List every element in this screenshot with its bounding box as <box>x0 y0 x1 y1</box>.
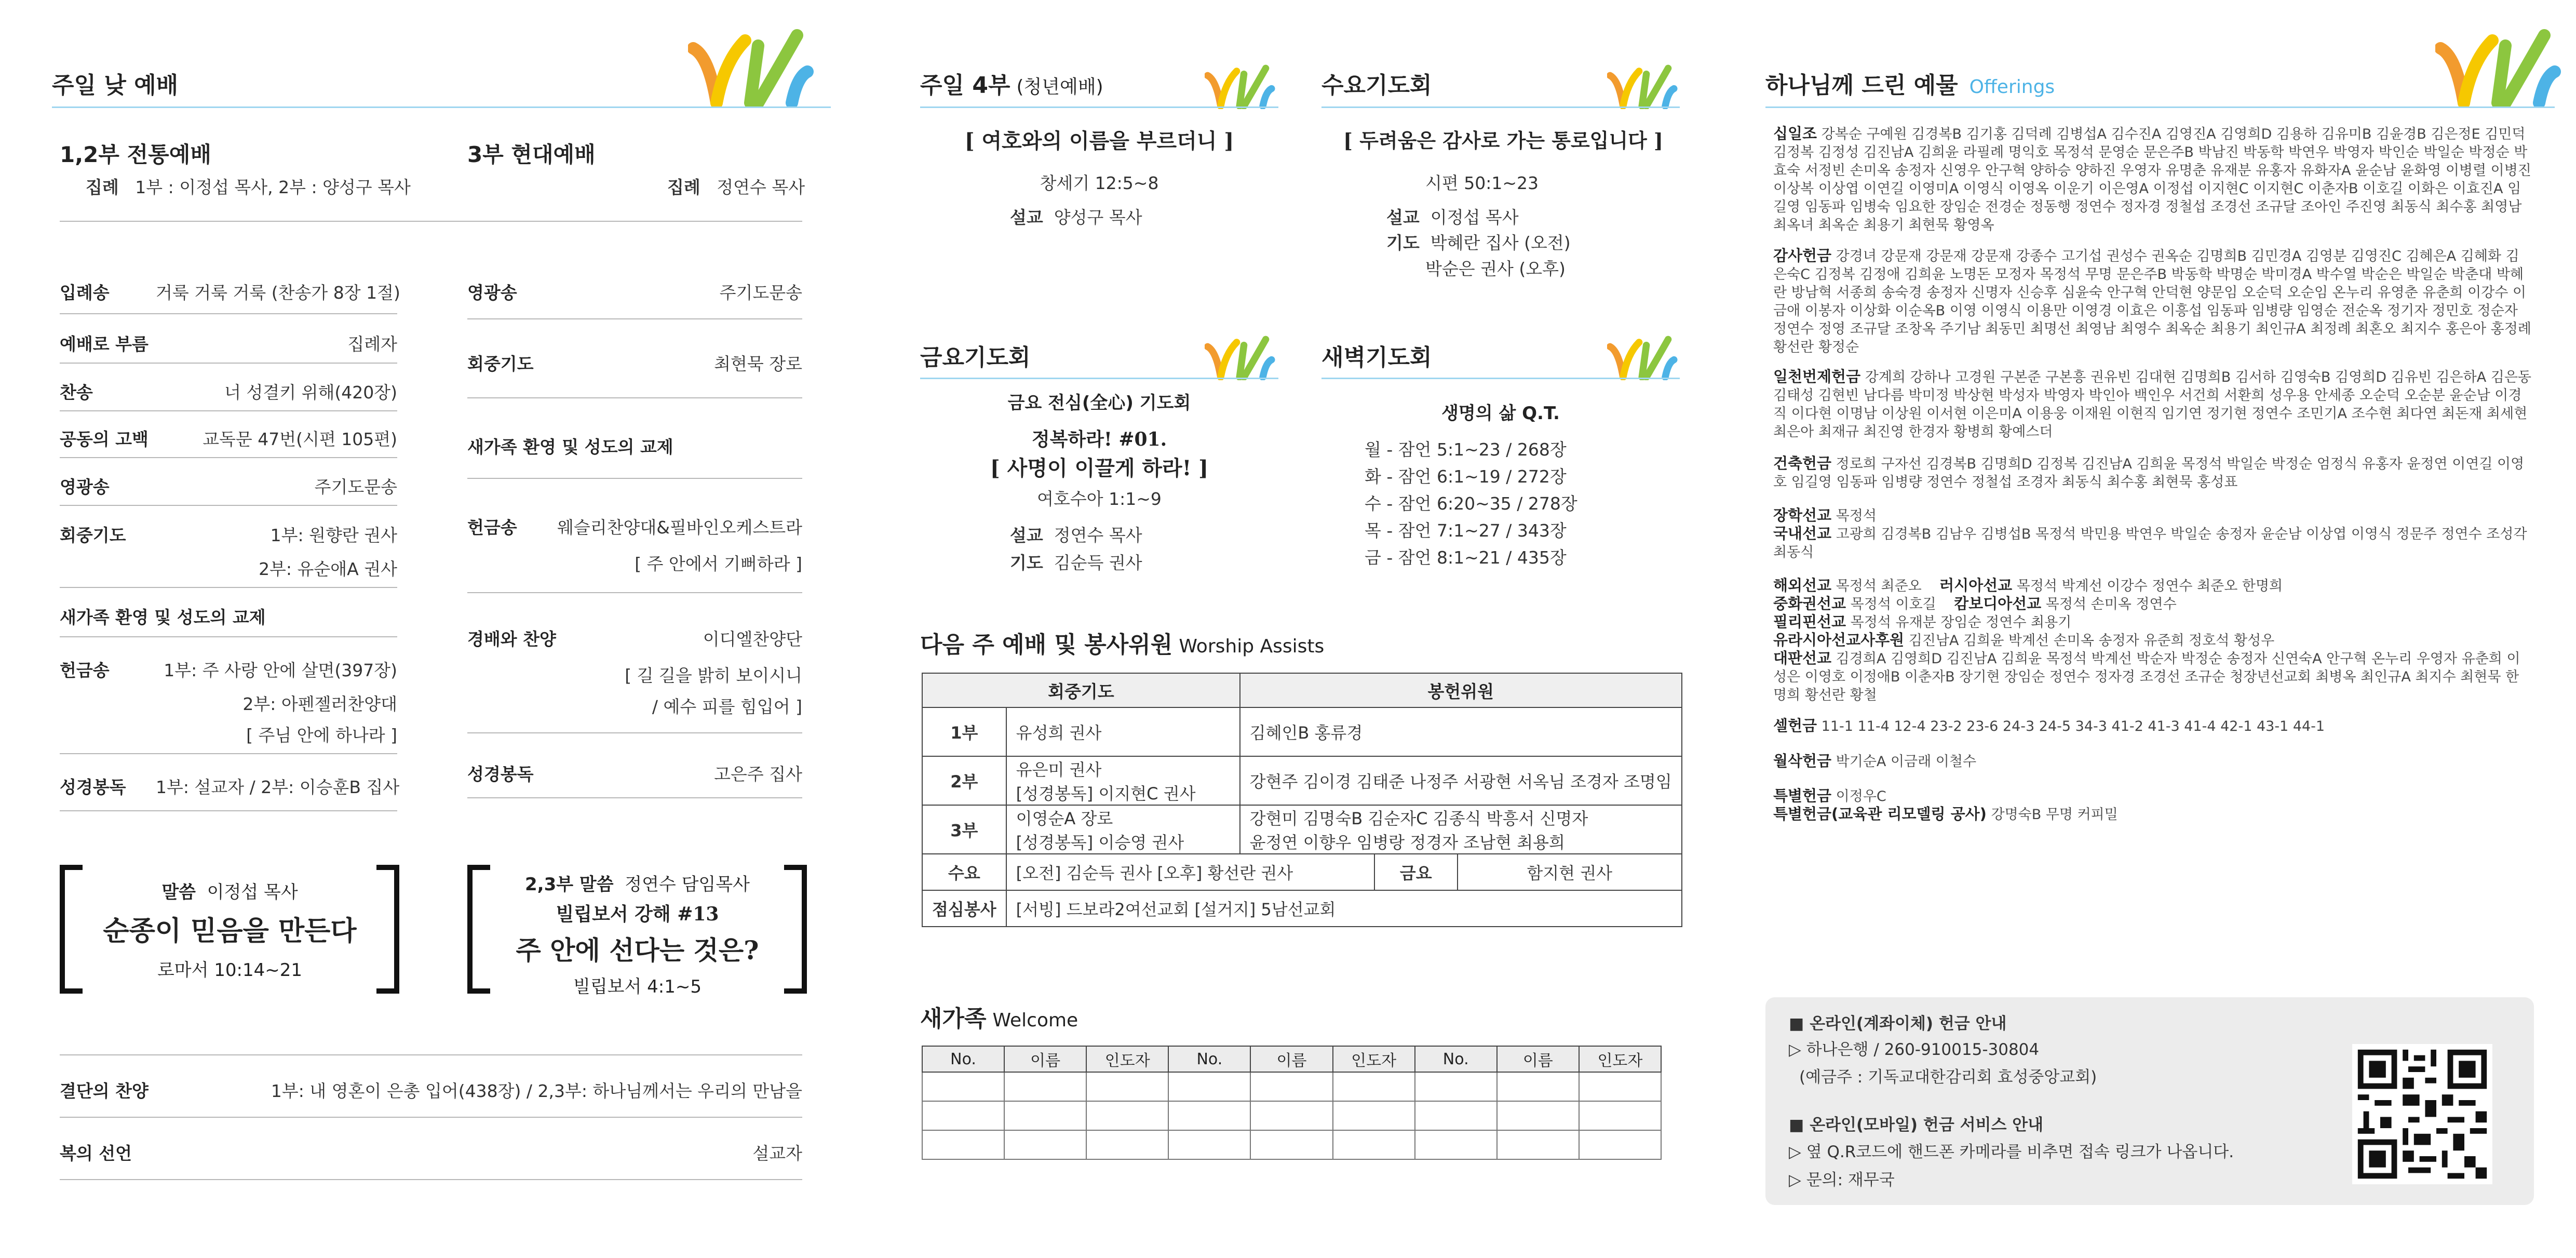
offering-special-2 <box>1773 805 2531 824</box>
welcome-header: 이름 <box>1497 1046 1579 1072</box>
assist-header: 봉헌위원 <box>1240 673 1682 707</box>
order-value: 고은주 집사 <box>714 764 802 784</box>
wed-theme: [ 두려움은 감사로 가는 통로입니다 ] <box>1343 129 1664 152</box>
welcome-header: No. <box>1415 1046 1497 1072</box>
offering-names: 목정석 박계선 이강수 정연수 최준오 한명희 <box>2016 578 2283 594</box>
assist-subtitle: Worship Assists <box>1179 636 1325 657</box>
offering-label: 감사헌금 <box>1773 247 1832 264</box>
assist-cell <box>1006 756 1240 805</box>
assist-cell <box>1240 805 1682 854</box>
bracket-left <box>467 865 490 994</box>
order-value-3: [ 주님 안에 하나라 ] <box>246 725 397 745</box>
order-value: 최현묵 장로 <box>714 354 802 374</box>
offering-label: 유라시아선교사후원 <box>1773 631 1905 649</box>
wed-verse: 시편 50:1~23 <box>1425 173 1539 193</box>
assist-line: 강현미 김명숙B 김순자C 김종식 박흥서 신명자 <box>1249 809 1588 828</box>
sermon2-preacher: 정연수 담임목사 <box>625 874 750 895</box>
offering-label: 특별헌금 <box>1773 787 1832 805</box>
church-logo-icon <box>2435 25 2565 108</box>
assist-cell: 2부 <box>922 756 1006 805</box>
fri-pray: 김순득 권사 <box>1054 553 1142 573</box>
offering-label: 건축헌금 <box>1773 454 1832 472</box>
offering-label: 캄보디아선교 <box>1954 595 2042 612</box>
offering-thanks <box>1773 247 2531 356</box>
offering-names: 11-1 11-4 12-4 23-2 23-6 24-3 24-5 34-3 41-2 41-3 41-4 42-1 43-1 44-1 <box>1821 718 2325 734</box>
offering-names: 정로희 구자선 김경복B 김명희D 김정복 김진남A 김희윤 목정석 박일순 박정순 엄정식 유홍자 윤정연 이연길 이영호 임길영 임동파 임병량 정연수 정철섭 조경자 최동식 최수홍 최현묵 홍성표 <box>1773 456 2525 490</box>
offering-names: 이정우C <box>1836 788 1886 805</box>
table-row <box>922 1072 1661 1101</box>
offering-names: 강계희 강하나 고경원 구본준 구본흥 권유빈 김대현 김명희B 김서하 김영숙B 김영희D 김유빈 김은하A 김은동 김태성 김현빈 남다름 박미정 박상현 박성자 박영자 박인아 백인우 서건희 서환희 성우용 안세종 오순덕 오순분 윤순남 이경직 이다현 이명남 이상원 이서현 이은미A 이용웅 이재원 이현직 임기연 정기현 정연수 조민기A 조수현 최다연 최돈재 최세현 최은아 최재규 최진영 한경자 황병희 황예스더 <box>1773 369 2532 440</box>
welcome-header: No. <box>1168 1046 1250 1072</box>
assist-cell: 유성희 권사 <box>1006 707 1240 756</box>
table-row <box>922 707 1682 756</box>
offering-names: 목정석 <box>1836 508 1877 524</box>
offering-label: 월삭헌금 <box>1773 752 1832 770</box>
order-label: 헌금송 <box>467 517 517 538</box>
order-label: 회중기도 <box>60 525 126 545</box>
offering-china <box>1773 595 2531 613</box>
order-label: 영광송 <box>467 283 517 303</box>
sunday-title: 주일 낮 예배 <box>52 72 179 99</box>
assist-cell: 3부 <box>922 805 1006 854</box>
fri-theme: [ 사명이 이끌게 하라! ] <box>990 456 1209 480</box>
offering-domestic <box>1773 525 2531 561</box>
fri-name: 금요 전심(全心) 기도회 <box>1007 393 1191 413</box>
assist-line: [성경봉독] 이지현C 권사 <box>1016 784 1196 804</box>
offering-names: 강명숙B 무명 커피밀 <box>1991 807 2118 823</box>
order-label: 회중기도 <box>467 354 534 374</box>
order-value-2: 2부: 유순애A 권사 <box>259 559 397 579</box>
assist-line: 이영순A 장로 <box>1016 809 1113 828</box>
youth-theme: [ 여호와의 이름을 부르더니 ] <box>964 129 1234 153</box>
wed-title: 수요기도회 <box>1321 72 1432 99</box>
assist-cell: 1부 <box>922 707 1006 756</box>
order-value: 너 성결키 위해(420장) <box>224 382 397 403</box>
offering-label: 십일조 <box>1773 125 1817 142</box>
order-label: 예배로 부름 <box>60 334 149 354</box>
dawn-row: 금 - 잠언 8:1~21 / 435장 <box>1365 547 1567 568</box>
youth-verse: 창세기 12:5~8 <box>1040 173 1159 193</box>
order-value: 이디엘찬양단 <box>703 629 802 649</box>
welcome-header: 이름 <box>1004 1046 1086 1072</box>
contact-info: ▷ 문의: 재무국 <box>1789 1171 1895 1189</box>
sermon2-series: 빌립보서 강해 #13 <box>556 903 719 925</box>
offering-label: 일천번제헌금 <box>1773 368 1861 385</box>
table-row <box>922 1101 1661 1130</box>
order-label: 새가족 환영 및 성도의 교제 <box>467 437 673 457</box>
sermon1-title: 순종이 믿음을 만든다 <box>103 916 357 947</box>
p3-leader: 정연수 목사 <box>717 177 805 197</box>
offering-label: 셀헌금 <box>1773 717 1817 734</box>
youth-preacher: 양성구 목사 <box>1054 207 1142 227</box>
order-value: 거룩 거룩 거룩 (찬송가 8장 1절) <box>156 283 400 303</box>
order-value: 웨슬리찬양대&필바인오케스트라 <box>557 517 802 538</box>
blessing-label: 복의 선언 <box>60 1143 132 1163</box>
p12-leader-label: 집례 <box>86 177 119 197</box>
wed-preach-label: 설교 <box>1386 207 1420 227</box>
bracket-left <box>60 865 83 994</box>
order-value-2: 2부: 아펜젤러찬양대 <box>242 694 397 714</box>
order-label: 성경봉독 <box>467 764 534 784</box>
assist-cell <box>1006 805 1240 854</box>
table-row <box>922 805 1682 854</box>
order-value: 1부: 주 사랑 안에 살면(397장) <box>164 660 397 680</box>
p3-title: 3부 현대예배 <box>467 142 596 167</box>
order-label: 공동의 고백 <box>60 429 149 449</box>
sermon1-preacher: 이정섭 목사 <box>207 882 298 903</box>
church-logo-icon <box>1205 333 1277 380</box>
church-logo-icon <box>688 25 818 108</box>
closing-label: 결단의 찬양 <box>60 1081 149 1101</box>
p12-leader: 1부 : 이정섭 목사, 2부 : 양성구 목사 <box>135 177 411 197</box>
offering-philippines <box>1773 613 2531 632</box>
table-row <box>922 1130 1661 1159</box>
offering-tithe <box>1773 125 2531 234</box>
youth-title: 주일 4부 <box>920 72 1010 99</box>
offering-scholarship <box>1773 506 2531 525</box>
offering-names: 목정석 손미옥 정연수 <box>2045 596 2177 612</box>
bracket-right <box>784 865 807 994</box>
sermon1-verse: 로마서 10:14~21 <box>157 960 303 981</box>
dawn-row: 월 - 잠언 5:1~23 / 268장 <box>1365 439 1567 460</box>
assist-cell: 강현주 김이경 김태준 나정주 서광현 서옥님 조경자 조명임 <box>1240 756 1682 805</box>
online-transfer-heading: ■ 온라인(계좌이체) 헌금 안내 <box>1789 1014 2007 1033</box>
offering-label: 국내선교 <box>1773 525 1832 542</box>
order-value-2: [ 주 안에서 기뻐하라 ] <box>635 554 802 574</box>
offering-subtitle: Offerings <box>1969 76 2055 98</box>
assist-cell: [서빙] 드보라2여선교회 [설거지] 5남선교회 <box>1006 890 1682 927</box>
wed-pray-2: 박순은 권사 (오후) <box>1425 259 1566 279</box>
fri-pray-label: 기도 <box>1010 553 1043 573</box>
fri-series: 정복하라! #01. <box>1031 429 1167 450</box>
offering-label: 장학선교 <box>1773 506 1832 524</box>
order-label: 입례송 <box>60 283 110 303</box>
bracket-right <box>376 865 399 994</box>
offering-build <box>1773 454 2531 491</box>
sermon2-title: 주 안에 선다는 것은? <box>516 935 759 966</box>
welcome-subtitle: Welcome <box>992 1010 1078 1031</box>
offering-names: 고광희 김경복B 김남우 김병섭B 목정석 박민용 박연우 박일순 송정자 윤순남 이상엽 이영식 정문주 정연수 조성각 최동식 <box>1773 526 2527 560</box>
assist-line: 유은미 권사 <box>1016 760 1102 780</box>
offering-label: 특별헌금(교육관 리모델링 공사) <box>1773 805 1987 823</box>
order-value-3: / 예수 피를 힘입어 ] <box>652 697 802 717</box>
p12-title: 1,2부 전통예배 <box>60 142 211 167</box>
offering-names: 목정석 유재분 장임순 정연수 최용기 <box>1850 614 2072 631</box>
bank-account: ▷ 하나은행 / 260-910015-30804 <box>1789 1040 2040 1059</box>
blessing-value: 설교자 <box>752 1143 802 1163</box>
order-label: 영광송 <box>60 477 110 497</box>
welcome-header: 인도자 <box>1333 1046 1415 1072</box>
assist-line: 윤정연 이향우 임병랑 정경자 조남현 최용희 <box>1249 833 1565 852</box>
order-value: 집례자 <box>347 334 397 354</box>
offering-names: 목정석 최준오 <box>1836 578 1922 594</box>
offering-cell <box>1773 717 2531 735</box>
qr-code-icon[interactable] <box>2352 1044 2492 1184</box>
assist-title: 다음 주 예배 및 봉사위원 <box>920 632 1173 658</box>
qr-instruction: ▷ 옆 Q.R코드에 핸드폰 카메라를 비추면 접속 링크가 나옵니다. <box>1789 1143 2234 1161</box>
online-mobile-heading: ■ 온라인(모바일) 헌금 서비스 안내 <box>1789 1116 2044 1134</box>
offering-label: 필리핀선교 <box>1773 613 1846 631</box>
assist-cell: 수요 <box>922 854 1006 890</box>
order-value-2: [ 길 길을 밝히 보이시니 <box>625 665 802 686</box>
church-logo-icon <box>1607 333 1680 380</box>
offering-weekly <box>1773 368 2531 441</box>
order-value: 교독문 47번(시편 105편) <box>203 429 397 449</box>
wed-pray-1: 박혜란 집사 (오전) <box>1430 233 1571 253</box>
assist-cell: 김혜인B 홍류경 <box>1240 707 1682 756</box>
welcome-header: 인도자 <box>1579 1046 1661 1072</box>
welcome-header: 이름 <box>1250 1046 1332 1072</box>
order-value: 1부: 원향란 권사 <box>270 525 397 545</box>
offering-monthly <box>1773 752 2531 771</box>
assist-table <box>922 673 1682 927</box>
fri-preach-label: 설교 <box>1010 525 1043 545</box>
dawn-row: 수 - 잠언 6:20~35 / 278장 <box>1365 493 1577 514</box>
offering-eurasia <box>1773 631 2531 650</box>
sermon2-label: 2,3부 말씀 <box>525 874 614 895</box>
offering-label: 대판선교 <box>1773 649 1832 667</box>
offering-label: 러시아선교 <box>1939 577 2013 594</box>
welcome-header: 인도자 <box>1086 1046 1168 1072</box>
fri-preacher: 정연수 목사 <box>1054 525 1142 545</box>
assist-header: 회중기도 <box>922 673 1240 707</box>
dawn-title: 새벽기도회 <box>1321 344 1432 371</box>
sermon2-verse: 빌립보서 4:1~5 <box>573 976 702 997</box>
offering-title: 하나님께 드린 예물 <box>1765 72 1958 99</box>
order-label: 경배와 찬양 <box>467 629 556 649</box>
p3-leader-label: 집례 <box>667 177 700 197</box>
offering-names: 강경녀 강문재 강문재 강문재 강종수 고기섭 권성수 권옥순 김명희B 김민경A 김영분 김영진C 김혜은A 김혜화 김은숙C 김정복 김정애 김희윤 노명돈 모정자 목정석 무명 문은주B 박동학 박명순 박미경A 박수열 박순은 박일순 박춘대 박혜란 방남혁 서종희 송숙경 송정자 신명자 신승후 심윤숙 안구혁 안덕현 양문임 오순덕 오순임 온누리 유영춘 유춘희 이강수 이금애 이봉자 이상화 이순옥B 이영 이영식 이용만 이영경 이효은 이흥섭 임동파 임병량 임영순 전순옥 정기자 정민호 정순자 정연수 정영 조규달 조창옥 주기남 최동민 최명선 최영남 최영수 최옥순 최용기 최인규A 최정례 최혼오 최지수 홍은아 홍정례 황선란 황정순 <box>1773 248 2531 355</box>
account-holder: (예금주 : 기독교대한감리회 효성중앙교회) <box>1799 1068 2097 1087</box>
fri-verse: 여호수아 1:1~9 <box>1037 489 1162 509</box>
offering-names: 박기순A 이금래 이철수 <box>1836 754 1977 770</box>
church-logo-icon <box>1607 62 1680 109</box>
dawn-row: 화 - 잠언 6:1~19 / 272장 <box>1365 466 1567 487</box>
fri-title: 금요기도회 <box>920 344 1031 371</box>
offering-names: 강복순 구예원 김경복B 김기홍 김덕례 김병섭A 김수진A 김영진A 김영희D 김용하 김유미B 김윤경B 김은정E 김민덕 김정복 김정성 김진남A 김희윤 라필례 명익호 목정석 문영순 문은주B 박남진 박동학 박연우 박영자 박인순 박일순 박정순 박효숙 서정빈 손미옥 송정자 신영우 안구혁 양하승 양하진 우영자 유명춘 유재분 유홍자 유화자A 윤순남 윤화영 이병렬 이병진 이상복 이상엽 이연길 이영미A 이영식 이영옥 이운기 이은영A 이정섭 이지현C 이지현C 이춘자B 이호길 이화은 이효진A 임길영 임동파 임병숙 임요한 장임순 전경순 정동행 정연수 정자경 정철섭 조경선 조규달 조아인 주진영 최동식 최수홍 최영남 최옥녀 최옥순 최용기 최현묵 황영옥 <box>1773 126 2531 233</box>
youth-preach-label: 설교 <box>1010 207 1043 227</box>
dawn-row: 목 - 잠언 7:1~27 / 343장 <box>1365 520 1567 541</box>
order-label: 헌금송 <box>60 660 110 680</box>
sermon1-label: 말씀 <box>161 882 196 903</box>
welcome-header: No. <box>922 1046 1004 1072</box>
offering-university <box>1773 649 2531 704</box>
order-label: 찬송 <box>60 382 93 403</box>
church-logo-icon <box>1205 62 1277 109</box>
offering-names: 목정석 이호길 <box>1850 596 1936 612</box>
assist-cell: 함지현 권사 <box>1458 854 1682 890</box>
table-row <box>922 854 1682 890</box>
table-row <box>922 890 1682 927</box>
dawn-name: 생명의 삶 Q.T. <box>1441 403 1560 424</box>
offering-names: 김진남A 김희윤 박계선 손미옥 송정자 유준희 정호석 황성우 <box>1908 633 2275 649</box>
youth-subtitle: (청년예배) <box>1016 76 1103 98</box>
offering-names: 김경희A 김영희D 김진남A 김희윤 목정석 박계선 박순자 박정순 송정자 신연숙A 안구혁 온누리 우영자 유춘희 이성은 이영호 이정애B 이춘자B 장기현 장임순 정연수 정자경 조경선 조규순 청장년선교회 최병옥 최인규A 최지수 최현묵 한명희 황선란 황철 <box>1773 651 2520 703</box>
order-value: 주기도문송 <box>314 477 397 497</box>
welcome-table <box>922 1046 1662 1160</box>
closing-value: 1부: 내 영혼이 은총 입어(438장) / 2,3부: 하나님께서는 우리의 만남을 <box>271 1081 802 1101</box>
wed-pray-label: 기도 <box>1386 233 1420 253</box>
order-label: 성경봉독 <box>60 777 126 797</box>
order-value: 1부: 설교자 / 2부: 이승훈B 집사 <box>156 777 400 797</box>
order-value: 주기도문송 <box>719 283 802 303</box>
order-label: 새가족 환영 및 성도의 교제 <box>60 607 266 627</box>
assist-cell: [오전] 김순득 권사 [오후] 황선란 권사 <box>1006 854 1374 890</box>
welcome-title: 새가족 <box>920 1006 987 1032</box>
assist-line: [성경봉독] 이승영 권사 <box>1016 833 1184 852</box>
offering-special <box>1773 787 2531 806</box>
offering-label: 해외선교 <box>1773 577 1832 594</box>
offering-label: 중화권선교 <box>1773 595 1846 612</box>
offering-overseas <box>1773 577 2531 595</box>
assist-cell: 점심봉사 <box>922 890 1006 927</box>
assist-cell: 금요 <box>1374 854 1458 890</box>
wed-preacher: 이정섭 목사 <box>1430 207 1519 227</box>
table-row <box>922 756 1682 805</box>
